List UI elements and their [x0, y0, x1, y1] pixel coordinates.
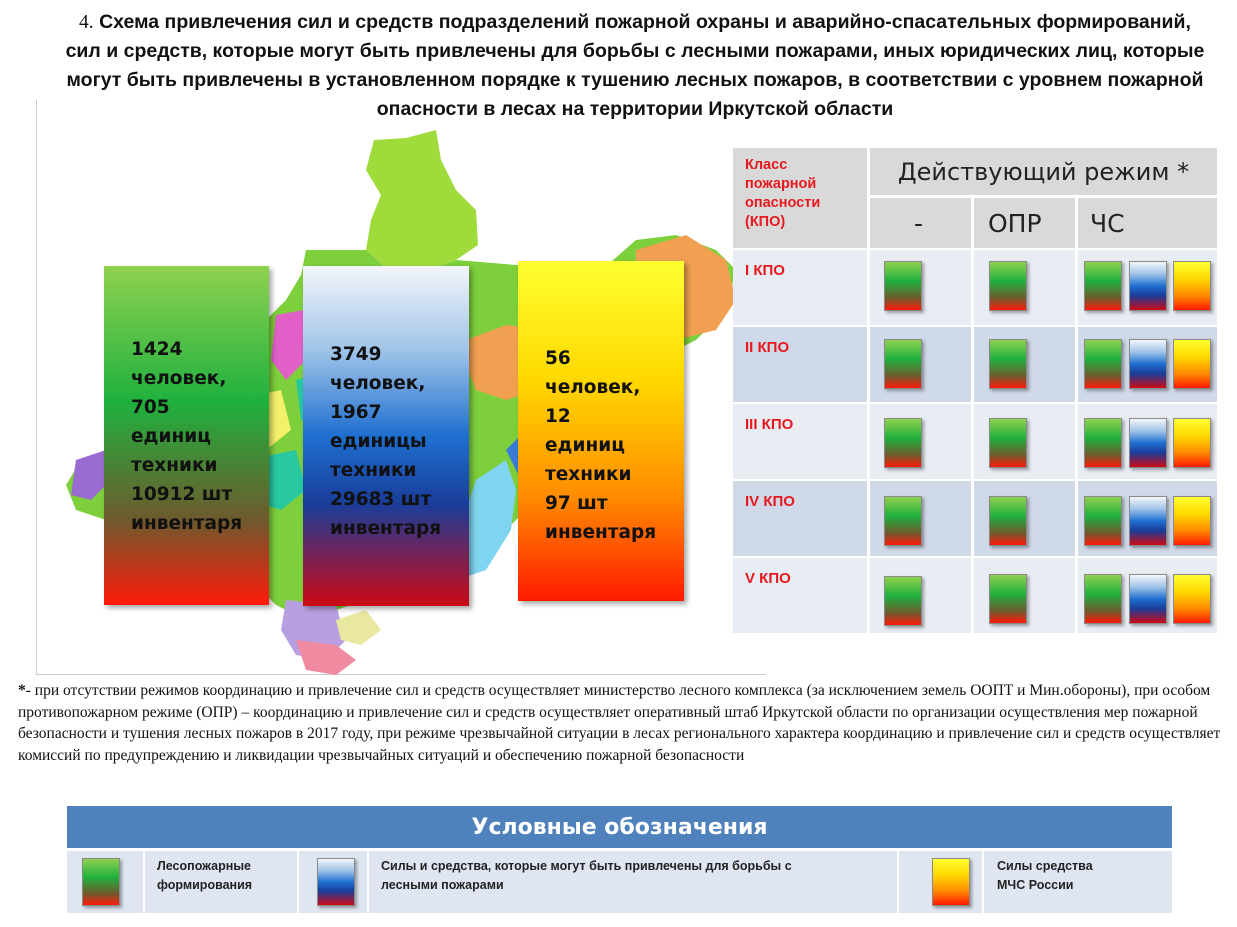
stat-box-text: 1424 человек, 705 единиц техники 10912 шт инвентаря [131, 339, 243, 534]
legend-title: Условные обозначения [67, 806, 1172, 848]
table-cell [974, 327, 1075, 402]
footnote-mark: * [18, 682, 26, 699]
table-cell [870, 250, 971, 325]
forest-units-icon [1084, 496, 1122, 546]
table-cell [1078, 558, 1217, 633]
footnote-text: - при отсутствии режимов координацию и привлечение сил и средств осуществляет министерство лесного комплекса (за исключением земель ООПТ и Мин.обороны), при особом противопожарном режиме (ОПР) – координацию и привлечение сил и средств осуществляет оперативный штаб Иркутской области по организации осуществления мер пожарной безопасности и тушения лесных пожаров в 2017 году, при режиме чрезвычайной ситуации в лесах регионального характера координацию и привлечение сил и средств осуществляет комиссий по предупреждению и ликвидации чрезвычайных ситуаций и обеспечению пожарной безопасности [18, 682, 1221, 764]
legend-label-other-forces: Силы и средства, которые могут быть привлечены для борьбы с лесными пожарами [381, 859, 792, 892]
forest-units-icon [884, 339, 922, 389]
table-cell [870, 481, 971, 556]
stat-box-text: 56 человек, 12 единиц техники 97 шт инвентаря [545, 348, 657, 543]
legend-label-mchs: Силы средства МЧС России [997, 859, 1093, 892]
footnote [18, 680, 1233, 766]
legend-divider [897, 851, 899, 913]
forest-units-icon [884, 261, 922, 311]
mchs-forces-icon [1173, 339, 1211, 389]
legend-divider [982, 851, 984, 913]
table-cell [1078, 250, 1217, 325]
table-cell [974, 481, 1075, 556]
forest-units-icon [989, 261, 1027, 311]
other-forces-icon [1129, 574, 1167, 624]
legend-mchs-icon [932, 858, 970, 906]
stat-box-forest-fire-units [104, 266, 269, 605]
title-text: Схема привлечения сил и средств подразделений пожарной охраны и аварийно-спасательных формирований, сил и средств, которые могут быть привлечены для борьбы с лесными пожарами, иных юридических лиц, которые могут быть привлечены в установленном порядке к тушению лесных пожаров, в соответствии с уровнем пожарной опасности в лесах на территории Иркутской области [65, 11, 1205, 120]
forest-units-icon [1084, 574, 1122, 624]
mode-header: Действующий режим * [870, 148, 1217, 195]
other-forces-icon [1129, 339, 1167, 389]
kpo-label: III КПО [733, 404, 867, 479]
table-cell [1078, 404, 1217, 479]
forest-units-icon [1084, 339, 1122, 389]
other-forces-icon [1129, 261, 1167, 311]
legend-divider [297, 851, 299, 913]
other-forces-icon [1129, 418, 1167, 468]
legend-forest-units-icon [82, 858, 120, 906]
kpo-label: II КПО [733, 327, 867, 402]
legend-divider [367, 851, 369, 913]
forest-units-icon [989, 574, 1027, 624]
mchs-forces-icon [1173, 418, 1211, 468]
table-cell [974, 250, 1075, 325]
class-header: Класс пожарной опасности (КПО) [733, 148, 867, 248]
mchs-forces-icon [1173, 574, 1211, 624]
table-cell [1078, 327, 1217, 402]
stat-box-text: 3749 человек, 1967 единицы техники 29683 шт инвентаря [330, 344, 442, 539]
stat-box-other-forces [303, 266, 469, 606]
table-cell [974, 558, 1075, 633]
table-cell [870, 558, 971, 633]
kpo-label: I КПО [733, 250, 867, 325]
forest-units-icon [1084, 418, 1122, 468]
forest-units-icon [989, 339, 1027, 389]
mchs-forces-icon [1173, 496, 1211, 546]
mode-opr: ОПР [974, 198, 1075, 248]
forest-units-icon [884, 418, 922, 468]
other-forces-icon [1129, 496, 1167, 546]
mode-chs: ЧС [1078, 198, 1217, 248]
legend-label-forest-units: Лесопожарные формирования [157, 859, 253, 892]
legend-row [67, 851, 1172, 913]
forest-units-icon [1084, 261, 1122, 311]
kpo-label: IV КПО [733, 481, 867, 556]
forest-units-icon [884, 576, 922, 626]
mchs-forces-icon [1173, 261, 1211, 311]
table-cell [974, 404, 1075, 479]
forest-units-icon [884, 496, 922, 546]
mode-none: - [870, 198, 971, 248]
table-cell [870, 327, 971, 402]
fire-class-table [733, 148, 1217, 633]
title-number: 4. [79, 12, 94, 33]
kpo-label: V КПО [733, 558, 867, 633]
legend-other-forces-icon [317, 858, 355, 906]
forest-units-icon [989, 496, 1027, 546]
legend-divider [143, 851, 145, 913]
forest-units-icon [989, 418, 1027, 468]
table-cell [870, 404, 971, 479]
table-cell [1078, 481, 1217, 556]
stat-box-mchs [518, 261, 684, 601]
